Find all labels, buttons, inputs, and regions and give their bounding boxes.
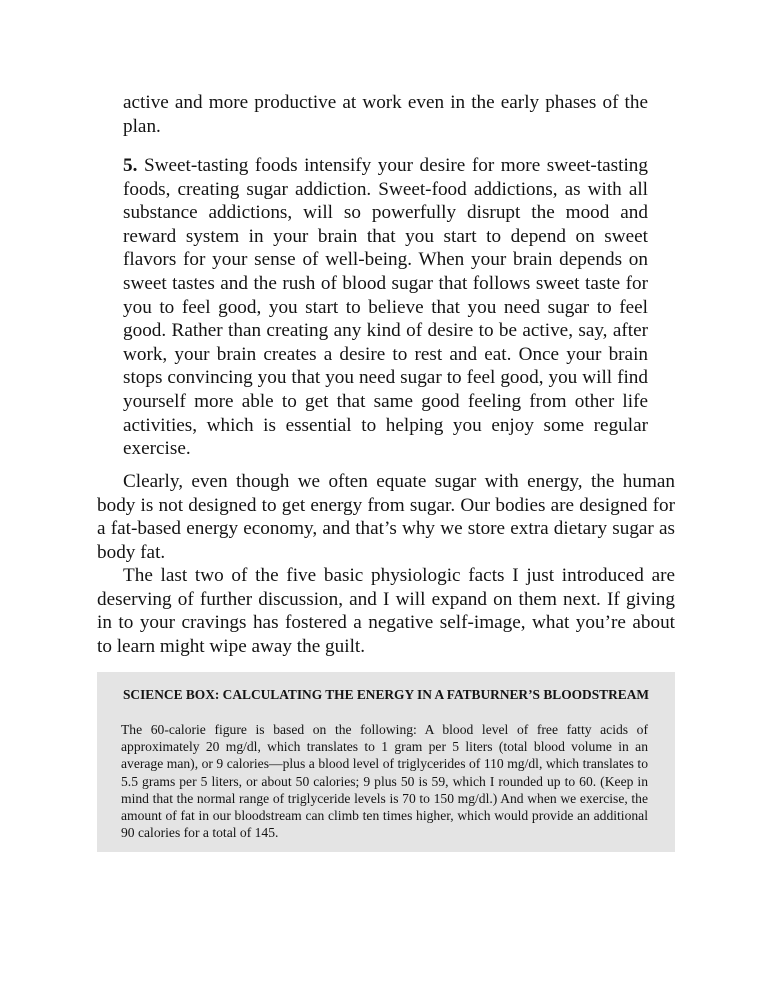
- paragraph-point-5-text: Sweet-tasting foods intensify your desire for more sweet-tasting foods, creating sugar addiction. Sweet-food addictions, as with all substance addictions, will so powerfully disrupt the mood and reward system in your brain that you start to depend on sweet flavors for your sense of well-being. When your brain depends on sweet tastes and the rush of blood sugar that follows sweet taste for you to feel good, you start to believe that you need sugar to feel good. Rather than creating any kind of desire to be active, say, after work, your brain creates a desire to rest and eat. Once your brain stops convincing you that you need sugar to feel good, you will find yourself more able to get that same good feeling from other life activities, which is essential to helping you enjoy some regular exercise.: [123, 155, 648, 460]
- science-box-title: SCIENCE BOX: CALCULATING THE ENERGY IN A FATBURNER’S BLOODSTREAM: [122, 687, 650, 702]
- paragraph-clearly: Clearly, even though we often equate sugar with energy, the human body is not designed to get energy from sugar. Our bodies are designed for a fat-based energy economy, and that’s why we store extra dietary sugar as body fat.: [97, 471, 675, 563]
- science-box-body: The 60-calorie figure is based on the following: A blood level of free fatty acids of approximately 20 mg/dl, which translates to 1 gram per 5 liters (total blood volume in an average man), or 9 calories—plus a blood level of triglycerides of 110 mg/dl, which translates to 5.5 grams per 5 liters, or about 50 calories; 9 plus 50 is 59, which I rounded up to 60. (Keep in mind that the normal range of triglyceride levels is 70 to 150 mg/dl.) And when we exercise, the amount of fat in our bloodstream can climb ten times higher, which would provide an additional 90 calories for a total of 145.: [121, 722, 648, 841]
- paragraph-continuation: active and more productive at work even in the early phases of the plan.: [123, 92, 648, 137]
- paragraph-last-two: The last two of the five basic physiologic facts I just introduced are deserving of further discussion, and I will expand on them next. If giving in to your cravings has fostered a negative self-image, what you’re about to learn might wipe away the guilt.: [97, 565, 675, 657]
- list-number: 5.: [123, 155, 138, 176]
- science-box: [97, 672, 675, 852]
- paragraph-point-5: [123, 154, 648, 461]
